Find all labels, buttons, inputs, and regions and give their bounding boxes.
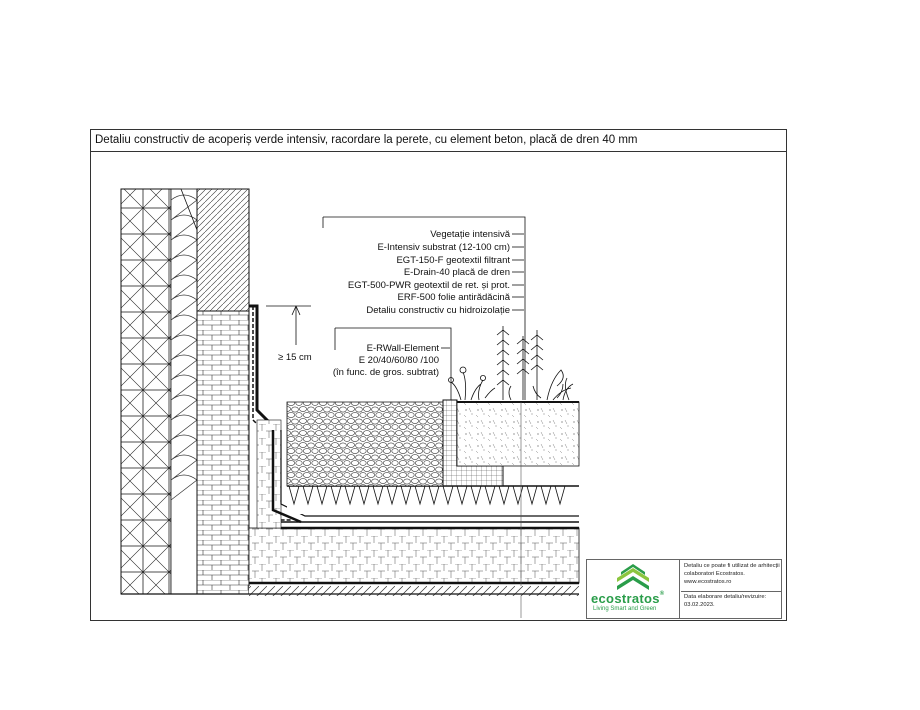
date-label: Data elaborare detaliu/revizuire: [684,594,767,600]
rwall-label-note: (în func. de gros. subtrat) [332,367,439,378]
logo-wordmark [591,591,665,606]
layer-label-waterproofing: Detaliu constructiv cu hidroizolație [366,305,510,316]
usage-note-cell [681,562,781,592]
rwall-label-sizes: E 20/40/60/80 /100 [358,355,439,366]
logo-tagline: Living Smart and Green [593,606,657,612]
date-value: 03.02.2023. [684,602,715,608]
dimension-label: ≥ 15 cm [278,352,312,363]
layer-label-substrate: E-Intensiv substrat (12-100 cm) [377,242,510,253]
logo-word-eco: eco [591,591,615,606]
logo-word-stratos: stratos [614,591,660,606]
ecostratos-logo-icon [613,564,653,590]
rwall-label-name: E-RWall-Element [366,343,439,354]
logo-cell [587,560,680,618]
layer-label-drain-plate: E-Drain-40 placă de dren [403,267,510,278]
drawing-sheet [90,129,787,621]
drawing-title: Detaliu constructiv de acoperiș verde intensiv, racordare la perete, cu element beton, placă de dren 40 mm [91,130,786,152]
layer-label-vegetation: Vegetație intensivă [430,229,510,240]
layer-label-protection-geotextile: EGT-500-PWR geotextil de ret. și prot. [347,280,510,291]
date-cell [681,593,781,617]
title-block [586,559,782,619]
website-link[interactable]: www.ecostratos.ro [684,579,732,585]
layer-label-filter-geotextile: EGT-150-F geotextil filtrant [396,255,510,266]
logo-registered-mark: ® [659,591,665,597]
usage-note: Detaliu ce poate fi utilizat de arhitecții colaboratori Ecostratos. [684,563,780,577]
layer-label-root-barrier: ERF-500 folie antirădăcină [397,292,510,303]
construction-detail-drawing [91,130,788,622]
